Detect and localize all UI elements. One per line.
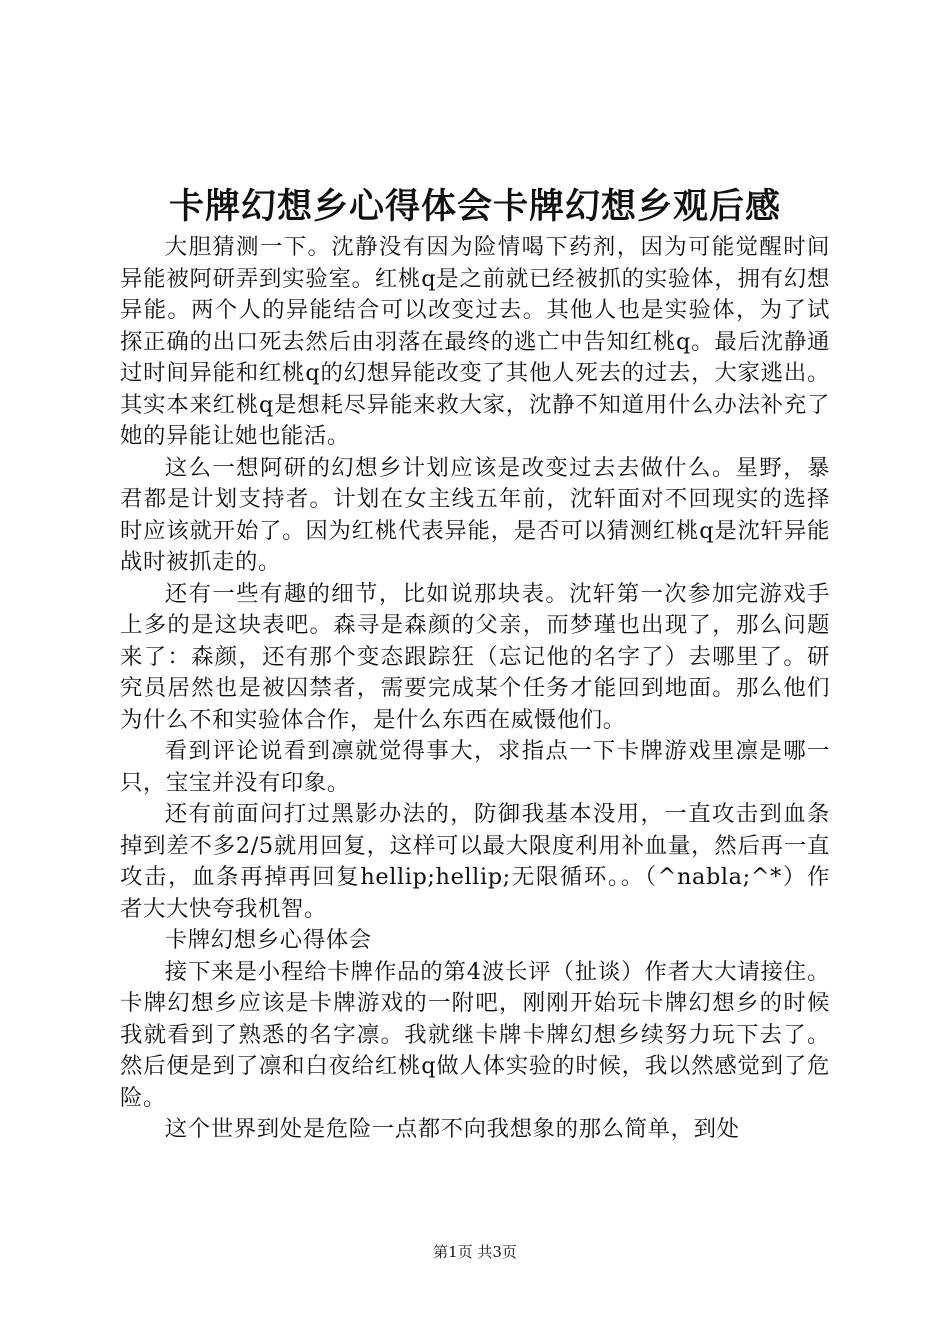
paragraph-5: 还有前面问打过黑影办法的，防御我基本没用，一直攻击到血条掉到差不多2/5就用回复，这样可以最大限度利用补血量，然后再一直攻击，血条再掉再回复hellip;hellip;无限循环。。（^nabla;^*）作者大大快夸我机智。 — [120, 801, 830, 922]
paragraph-6: 接下来是小程给卡牌作品的第4波长评（扯谈）作者大大请接住。卡牌幻想乡应该是卡牌游戏的一附吧，刚刚开始玩卡牌幻想乡的时候我就看到了熟悉的名字凛。我就继卡牌卡牌幻想乡续努力玩下去了。然后便是到了凛和白夜给红桃q做人体实验的时候，我以然感觉到了危险。 — [120, 958, 830, 1111]
document-title: 卡牌幻想乡心得体会卡牌幻想乡观后感 — [168, 186, 781, 227]
page-footer: 第1页 共3页 — [433, 1243, 517, 1261]
paragraph-2: 这么一想阿研的幻想乡计划应该是改变过去去做什么。星野，暴君都是计划支持者。计划在女主线五年前，沈轩面对不回现实的选择时应该就开始了。因为红桃代表异能，是否可以猜测红桃q是沈轩异能战时被抓走的。 — [120, 454, 830, 575]
paragraph-3: 还有一些有趣的细节，比如说那块表。沈轩第一次参加完游戏手上多的是这块表吧。森寻是森颜的父亲，而梦瑾也出现了，那么问题来了：森颜，还有那个变态跟踪狂（忘记他的名字了）去哪里了。研究员居然也是被囚禁者，需要完成某个任务才能回到地面。那么他们为什么不和实验体合作，是什么东西在威慑他们。 — [120, 580, 830, 733]
paragraph-1: 大胆猜测一下。沈静没有因为险情喝下药剂，因为可能觉醒时间异能被阿研弄到实验室。红桃q是之前就已经被抓的实验体，拥有幻想异能。两个人的异能结合可以改变过去。其他人也是实验体，为了试探正确的出口死去然后由羽落在最终的逃亡中告知红桃q。最后沈静通过时间异能和红桃q的幻想异能改变了其他人死去的过去，大家逃出。其实本来红桃q是想耗尽异能来救大家，沈静不知道用什么办法补充了她的异能让她也能活。 — [120, 234, 830, 449]
document-body — [120, 232, 830, 1146]
section-heading: 卡牌幻想乡心得体会 — [164, 927, 372, 953]
paragraph-4: 看到评论说看到凛就觉得事大，求指点一下卡牌游戏里凛是哪一只，宝宝并没有印象。 — [120, 738, 830, 796]
paragraph-7: 这个世界到处是危险一点都不向我想象的那么简单，到处 — [164, 1116, 740, 1142]
